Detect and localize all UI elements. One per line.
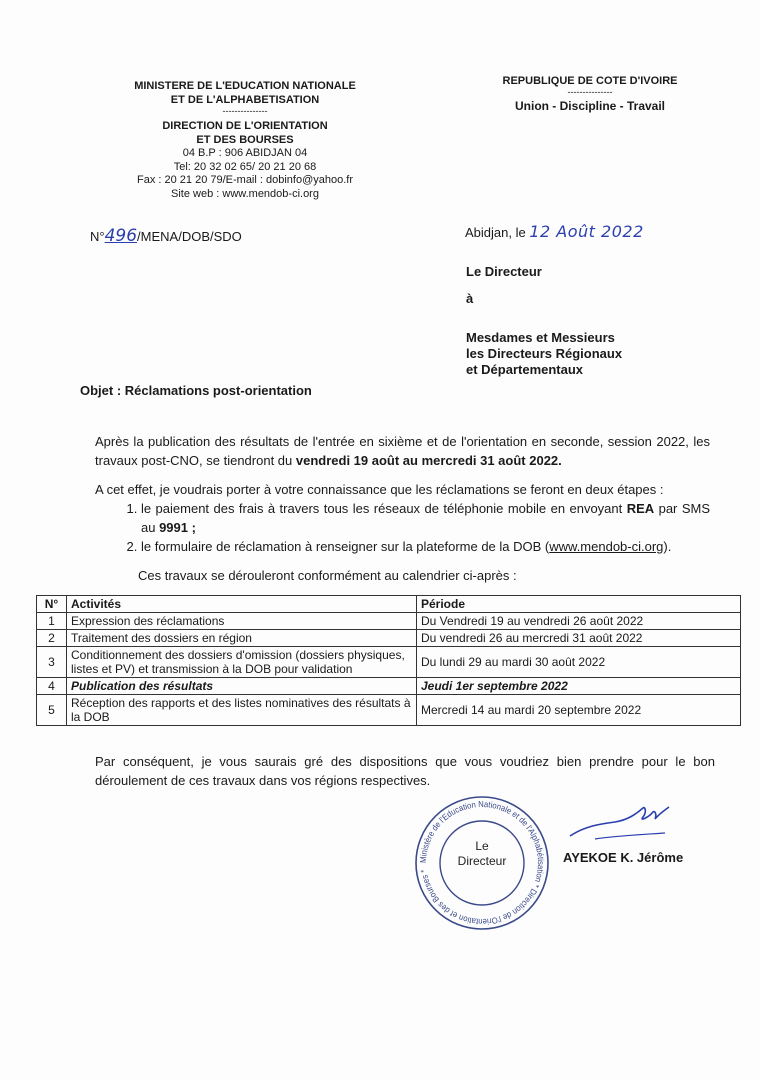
closing-paragraph: Par conséquent, je vous saurais gré des dispositions que vous voudriez bien prendre pour le bon déroulement de ces travaux dans vos régions respectives. xyxy=(95,754,715,788)
row-number: 2 xyxy=(37,630,67,647)
row-activity: Expression des réclamations xyxy=(67,613,417,630)
letter-date xyxy=(465,222,644,241)
national-motto: Union - Discipline - Travail xyxy=(514,99,666,113)
fax-email: Fax : 20 21 20 79/E-mail : dobinfo@yahoo.fr xyxy=(136,174,353,186)
direction-name-line1: DIRECTION DE L'ORIENTATION xyxy=(162,120,328,132)
dob-website-link[interactable]: www.mendob-ci.org xyxy=(549,539,664,554)
reference-suffix: /MENA/DOB/SDO xyxy=(137,229,242,244)
ministry-name-line1: MINISTERE DE L'EDUCATION NATIONALE xyxy=(134,80,356,92)
step-item xyxy=(141,499,710,537)
stamp-center xyxy=(452,839,512,869)
step-item xyxy=(141,537,710,556)
step1-text2: par SMS au xyxy=(141,501,711,535)
postal-box: 04 B.P : 906 ABIDJAN 04 xyxy=(182,147,308,159)
table-row xyxy=(37,630,741,647)
header-number: N° xyxy=(37,596,67,613)
table-row xyxy=(37,678,741,695)
row-number: 4 xyxy=(37,678,67,695)
row-period: Du vendredi 26 au mercredi 31 août 2022 xyxy=(417,630,741,647)
intro-text: Après la publication des résultats de l'entrée en sixième et de l'orientation en seconde, session 2022, les travaux post-CNO, se tiendront du xyxy=(95,434,710,468)
header-separator: --------------- xyxy=(222,106,268,116)
ministry-name-line2: ET DE L'ALPHABETISATION xyxy=(170,93,320,106)
table-header-row xyxy=(37,596,741,613)
date-handwritten: 12 Août 2022 xyxy=(529,222,644,241)
ministry-header xyxy=(95,80,395,201)
intro-paragraph xyxy=(95,432,710,470)
republic-name: REPUBLIQUE DE COTE D'IVOIRE xyxy=(502,75,678,87)
recipient-line1: Mesdames et Messieurs xyxy=(466,330,615,345)
step2-text: le formulaire de réclamation à renseigner sur la plateforme de la DOB ( xyxy=(141,539,550,554)
calendar-intro: Ces travaux se dérouleront conformément au calendrier ci-après : xyxy=(138,568,517,583)
republic-header xyxy=(480,74,700,113)
sender: Le Directeur xyxy=(466,264,542,279)
row-activity: Réception des rapports et des listes nominatives des résultats à la DOB xyxy=(67,695,417,726)
header-period: Période xyxy=(417,596,741,613)
row-period: Mercredi 14 au mardi 20 septembre 2022 xyxy=(417,695,741,726)
reference-number xyxy=(90,226,242,246)
signature-zone xyxy=(95,794,710,944)
handwritten-signature xyxy=(565,802,675,842)
row-period: Du lundi 29 au mardi 30 août 2022 xyxy=(417,647,741,678)
step1-number: 9991 xyxy=(159,520,188,535)
letter-body xyxy=(44,432,715,944)
republic-separator: --------------- xyxy=(567,87,613,97)
stamp-center-line2: Directeur xyxy=(457,854,507,868)
signatory-name: AYEKOE K. Jérôme xyxy=(563,850,684,865)
subject-line: Objet : Réclamations post-orientation xyxy=(80,383,312,398)
step1-code: REA xyxy=(626,501,655,516)
row-period: Du Vendredi 19 au vendredi 26 août 2022 xyxy=(417,613,741,630)
row-period: Jeudi 1er septembre 2022 xyxy=(417,678,741,695)
step1-end: ; xyxy=(188,520,196,535)
table-row xyxy=(37,695,741,726)
stamp-ring-text: Ministère de l'Education Nationale et de l'Alphabétisation * Direction de l'Orientation et des Bourses * xyxy=(417,798,547,928)
row-activity: Traitement des dossiers en région xyxy=(67,630,417,647)
direction-name-line2: ET DES BOURSES xyxy=(196,133,294,146)
reference-handwritten-number: 496 xyxy=(104,226,138,246)
telephone: Tel: 20 32 02 65/ 20 21 20 68 xyxy=(173,160,317,173)
table-row xyxy=(37,647,741,678)
step2-end: ). xyxy=(663,539,672,554)
steps-intro-paragraph: A cet effet, je voudrais porter à votre connaissance que les réclamations se feront en deux étapes : xyxy=(95,482,664,497)
reference-prefix: N° xyxy=(90,229,105,244)
row-number: 3 xyxy=(37,647,67,678)
intro-dates: vendredi 19 août au mercredi 31 août 2022. xyxy=(295,453,562,468)
calendar-table xyxy=(36,595,741,726)
to-word: à xyxy=(466,291,474,306)
stamp-center-line1: Le xyxy=(475,839,489,853)
date-prefix: Abidjan, le xyxy=(465,225,526,240)
row-number: 1 xyxy=(37,613,67,630)
steps-list xyxy=(95,499,710,556)
table-row xyxy=(37,613,741,630)
recipient-line3: et Départementaux xyxy=(466,362,584,377)
header-activities: Activités xyxy=(67,596,417,613)
recipient-line2: les Directeurs Régionaux xyxy=(466,346,623,361)
row-activity: Publication des résultats xyxy=(67,678,417,695)
website: Site web : www.mendob-ci.org xyxy=(171,187,319,200)
row-number: 5 xyxy=(37,695,67,726)
addressing-block xyxy=(466,264,622,378)
step1-text: le paiement des frais à travers tous les réseaux de téléphonie mobile en envoyant xyxy=(141,501,627,516)
row-activity: Conditionnement des dossiers d'omission (dossiers physiques, listes et PV) et transmission à la DOB pour validation xyxy=(67,647,417,678)
